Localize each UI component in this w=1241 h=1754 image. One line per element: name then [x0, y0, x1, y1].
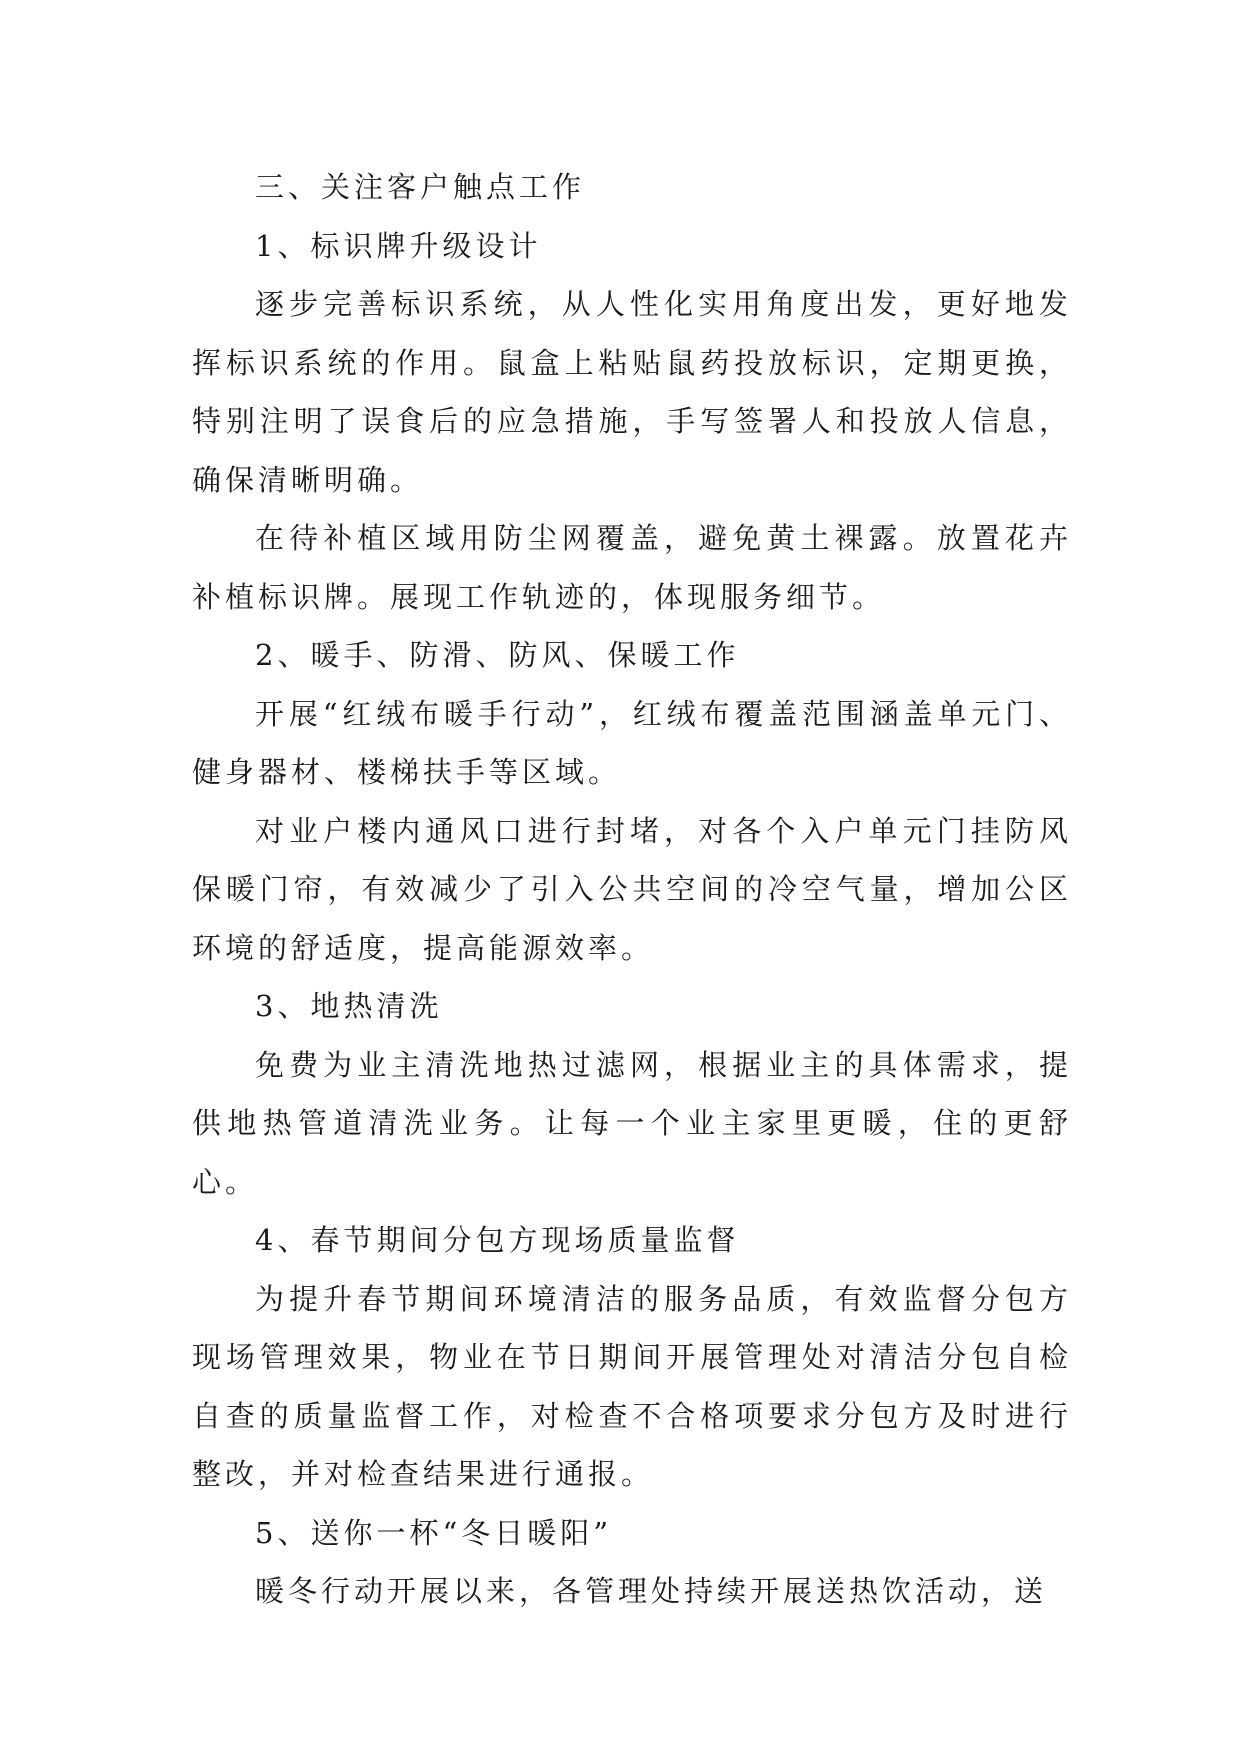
section-title: 三、关注客户触点工作 — [255, 170, 586, 204]
paragraph: 逐步完善标识系统，从人性化实用角度出发，更好地发挥标识系统的作用。鼠盒上粘贴鼠药投放标识，定期更换，特别注明了误食后的应急措施，手写签署人和投放人信息，确保清晰明确。 — [192, 287, 1072, 497]
paragraph: 对业户楼内通风口进行封堵，对各个入户单元门挂防风保暖门帘，有效减少了引入公共空间的冷空气量，增加公区环境的舒适度，提高能源效率。 — [192, 813, 1072, 965]
paragraph: 开展“红绒布暖手行动”，红绒布覆盖范围涵盖单元门、健身器材、楼梯扶手等区域。 — [192, 696, 1072, 789]
paragraph: 暖冬行动开展以来，各管理处持续开展送热饮活动，送 — [255, 1574, 1048, 1608]
document-body — [192, 158, 1072, 1621]
item-heading-1: 1、标识牌升级设计 — [255, 228, 542, 263]
item-heading-2: 2、暖手、防滑、防风、保暖工作 — [255, 638, 740, 672]
item-heading-4: 4、春节期间分包方现场质量监督 — [255, 1223, 740, 1257]
item-heading-3: 3、地热清洗 — [255, 989, 443, 1023]
paragraph: 免费为业主清洗地热过滤网，根据业主的具体需求，提供地热管道清洗业务。让每一个业主家里更暖，住的更舒心。 — [192, 1047, 1072, 1199]
paragraph: 为提升春节期间环境清洁的服务品质，有效监督分包方现场管理效果，物业在节日期间开展管理处对清洁分包自检自查的质量监督工作，对检查不合格项要求分包方及时进行整改，并对检查结果进行通报。 — [192, 1281, 1072, 1491]
paragraph: 在待补植区域用防尘网覆盖，避免黄土裸露。放置花卉补植标识牌。展现工作轨迹的，体现服务细节。 — [192, 521, 1072, 614]
item-heading-5: 5、送你一杯“冬日暖阳” — [255, 1515, 613, 1550]
